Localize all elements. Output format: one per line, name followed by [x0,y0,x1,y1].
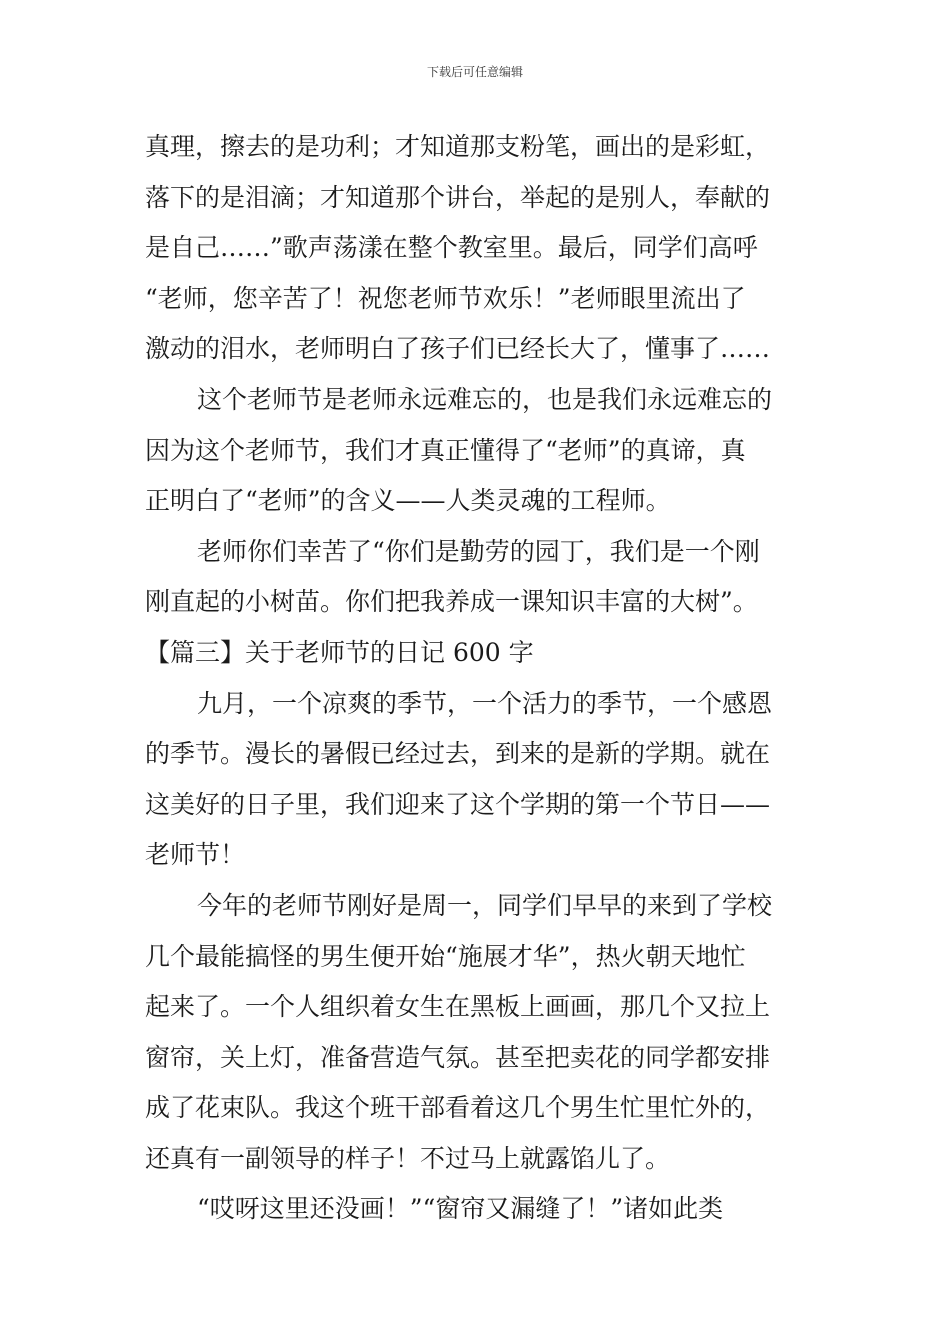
text-line: 起来了。一个人组织着女生在黑板上画画，那几个又拉上 [145,992,771,1022]
text-line: 真理，擦去的是功利；才知道那支粉笔，画出的是彩虹， [145,132,771,161]
text-line: 成了花束队。我这个班干部看着这几个男生忙里忙外的， [145,1093,771,1123]
text-line: 【篇三】关于老师节的日记 600 字 [145,637,534,667]
text-line: 的季节。漫长的暑假已经过去，到来的是新的学期。就在 [145,739,771,769]
text-line: 是自己……”歌声荡漾在整个教室里。最后，同学们高呼 [145,233,758,263]
text-line: 老师你们幸苦了“你们是勤劳的园丁，我们是一个刚 [197,536,760,566]
text-line: 正明白了“老师”的含义——人类灵魂的工程师。 [145,486,671,516]
text-line: 还真有一副领导的样子！不过马上就露馅儿了。 [145,1143,671,1173]
text-line: 激动的泪水，老师明白了孩子们已经长大了，懂事了…… [145,334,771,364]
text-line: 这个老师节是老师永远难忘的，也是我们永远难忘的 [197,384,773,414]
page-header: 下载后可任意编辑 [426,65,523,79]
text-line: 老师节！ [145,840,246,870]
text-line: 因为这个老师节，我们才真正懂得了“老师”的真谛，真 [145,435,746,465]
text-line: 九月，一个凉爽的季节，一个活力的季节，一个感恩 [197,688,773,718]
text-line: “老师，您辛苦了！祝您老师节欢乐！”老师眼里流出了 [145,283,746,313]
text-line: 窗帘，关上灯，准备营造气氛。甚至把卖花的同学都安排 [145,1042,771,1072]
text-line: 几个最能搞怪的男生便开始“施展才华”，热火朝天地忙 [145,941,746,971]
text-line: 落下的是泪滴；才知道那个讲台，举起的是别人，奉献的 [145,182,771,212]
text-line: “哎呀这里还没画！”“窗帘又漏缝了！”诸如此类 [197,1194,724,1224]
text-line: 这美好的日子里，我们迎来了这个学期的第一个节日—— [145,789,771,819]
text-line: 今年的老师节刚好是周一，同学们早早的来到了学校 [197,890,773,920]
document-body [145,122,810,1235]
text-line: 刚直起的小树苗。你们把我养成一课知识丰富的大树”。 [145,587,758,617]
